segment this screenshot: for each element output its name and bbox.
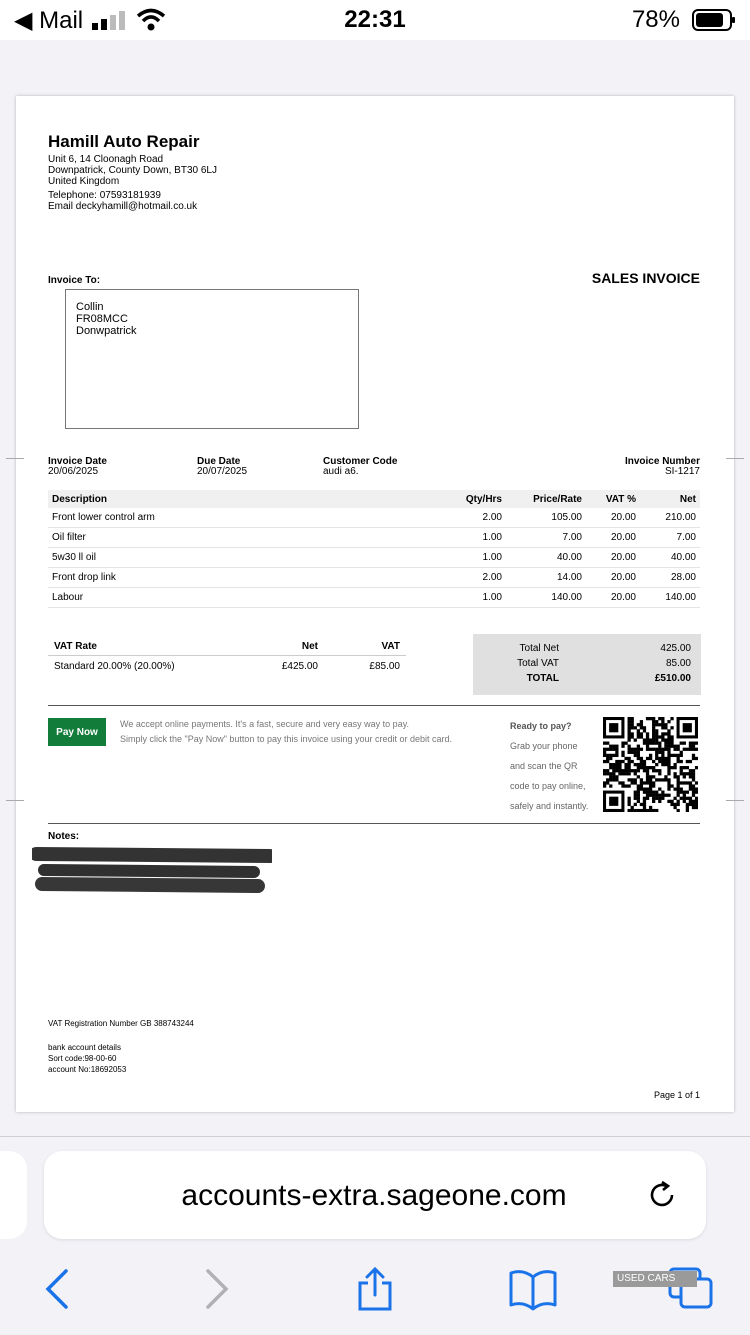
company-telephone: Telephone: 07593181939 bbox=[48, 190, 161, 201]
fold-mark bbox=[726, 458, 744, 459]
clock: 22:31 bbox=[344, 6, 406, 33]
table-row bbox=[48, 568, 700, 588]
browser-toolbar bbox=[0, 1136, 750, 1335]
payment-text-line: Simply click the "Pay Now" button to pay this invoice using your credit or debit card. bbox=[120, 734, 453, 744]
item-vat: 20.00 bbox=[586, 588, 640, 608]
total-vat-label: Total VAT bbox=[517, 658, 559, 669]
ready-line: and scan the QR bbox=[510, 761, 578, 771]
due-date-label: Due Date bbox=[197, 456, 241, 467]
table-row bbox=[48, 588, 700, 608]
back-to-mail[interactable]: ◀ Mail bbox=[14, 7, 84, 34]
previous-tab[interactable] bbox=[0, 1151, 27, 1239]
column-header: Qty/Hrs bbox=[428, 490, 506, 508]
table-row bbox=[48, 656, 406, 677]
line-items-table bbox=[48, 490, 700, 608]
watermark: USED CARS bbox=[613, 1271, 697, 1287]
item-net: 7.00 bbox=[640, 528, 700, 548]
vat-amount: £85.00 bbox=[369, 660, 400, 672]
table-row bbox=[48, 528, 700, 548]
column-header: Net bbox=[232, 637, 324, 656]
item-description: Front drop link bbox=[48, 568, 428, 588]
bank-details-line: account No:18692053 bbox=[48, 1065, 127, 1074]
battery-percent: 78% bbox=[631, 6, 680, 33]
address-bar[interactable] bbox=[44, 1151, 706, 1239]
bookmarks-icon[interactable] bbox=[508, 1267, 558, 1311]
page-number: Page 1 of 1 bbox=[653, 1090, 700, 1100]
document-title: SALES INVOICE bbox=[591, 270, 700, 286]
column-header: Price/Rate bbox=[506, 490, 586, 508]
ready-to-pay: Ready to pay? bbox=[510, 721, 572, 731]
item-description: Oil filter bbox=[48, 528, 428, 548]
column-header: VAT Rate bbox=[48, 637, 232, 656]
company-address-line: Downpatrick, County Down, BT30 6LJ bbox=[48, 165, 217, 176]
bank-details-line: Sort code:98-00-60 bbox=[48, 1054, 117, 1063]
company-email: Email deckyhamill@hotmail.co.uk bbox=[48, 201, 198, 212]
battery-icon bbox=[692, 9, 736, 31]
total-vat: 85.00 bbox=[665, 658, 691, 669]
customer-code: audi a6. bbox=[323, 466, 359, 477]
company-address-line: Unit 6, 14 Cloonagh Road bbox=[48, 154, 164, 165]
ready-line: Grab your phone bbox=[510, 741, 578, 751]
document-viewer[interactable] bbox=[0, 40, 750, 1136]
invoice-number: SI-1217 bbox=[664, 466, 700, 477]
ready-line: code to pay online, bbox=[510, 781, 586, 791]
item-price: 7.00 bbox=[506, 528, 586, 548]
customer-code-label: Customer Code bbox=[323, 456, 398, 467]
invoice-date-label: Invoice Date bbox=[48, 456, 107, 467]
item-vat: 20.00 bbox=[586, 528, 640, 548]
fold-mark bbox=[726, 800, 744, 801]
share-icon[interactable] bbox=[355, 1267, 395, 1311]
back-icon[interactable] bbox=[38, 1267, 78, 1311]
item-price: 105.00 bbox=[506, 508, 586, 528]
invoice-date: 20/06/2025 bbox=[48, 466, 99, 477]
item-price: 14.00 bbox=[506, 568, 586, 588]
item-qty: 1.00 bbox=[428, 588, 506, 608]
column-header: VAT bbox=[324, 637, 406, 656]
table-row bbox=[48, 548, 700, 568]
invoice-to-label: Invoice To: bbox=[48, 275, 101, 286]
item-price: 40.00 bbox=[506, 548, 586, 568]
total-label: TOTAL bbox=[526, 673, 559, 684]
item-net: 140.00 bbox=[640, 588, 700, 608]
fold-mark bbox=[6, 800, 24, 801]
ready-line: safely and instantly. bbox=[510, 801, 589, 811]
divider bbox=[48, 823, 700, 824]
redacted-notes bbox=[32, 844, 272, 900]
bank-details-line: bank account details bbox=[48, 1043, 121, 1052]
invoice-page bbox=[16, 96, 734, 1112]
pay-now-button[interactable]: Pay Now bbox=[48, 718, 106, 746]
column-header: VAT % bbox=[586, 490, 640, 508]
item-qty: 1.00 bbox=[428, 528, 506, 548]
item-vat: 20.00 bbox=[586, 508, 640, 528]
item-description: 5w30 ll oil bbox=[48, 548, 428, 568]
item-qty: 2.00 bbox=[428, 568, 506, 588]
total-amount: £510.00 bbox=[654, 673, 691, 684]
item-vat: 20.00 bbox=[586, 568, 640, 588]
total-net-label: Total Net bbox=[519, 643, 559, 654]
item-vat: 20.00 bbox=[586, 548, 640, 568]
invoice-number-label: Invoice Number bbox=[624, 456, 700, 467]
item-qty: 1.00 bbox=[428, 548, 506, 568]
divider bbox=[48, 705, 700, 706]
table-row bbox=[48, 508, 700, 528]
qr-code-icon[interactable] bbox=[603, 717, 698, 812]
payment-text-line: We accept online payments. It's a fast, secure and very easy way to pay. bbox=[120, 719, 410, 729]
vat-registration: VAT Registration Number GB 388743244 bbox=[48, 1019, 194, 1028]
invoice-to-line: Collin bbox=[76, 301, 104, 313]
notes-label: Notes: bbox=[48, 831, 80, 842]
fold-mark bbox=[6, 458, 24, 459]
invoice-to-line: FR08MCC bbox=[76, 313, 128, 325]
column-header: Net bbox=[640, 490, 700, 508]
due-date: 20/07/2025 bbox=[197, 466, 248, 477]
item-qty: 2.00 bbox=[428, 508, 506, 528]
reload-icon[interactable] bbox=[644, 1177, 680, 1213]
forward-icon bbox=[196, 1267, 236, 1311]
item-description: Front lower control arm bbox=[48, 508, 428, 528]
company-address-line: United Kingdom bbox=[48, 176, 120, 187]
column-header: Description bbox=[48, 490, 428, 508]
item-net: 40.00 bbox=[640, 548, 700, 568]
total-net: 425.00 bbox=[660, 643, 691, 654]
status-bar bbox=[0, 0, 750, 40]
item-net: 210.00 bbox=[640, 508, 700, 528]
vat-summary-table bbox=[48, 637, 406, 676]
vat-net: £425.00 bbox=[281, 660, 318, 672]
invoice-to-box bbox=[65, 289, 359, 429]
company-name: Hamill Auto Repair bbox=[48, 132, 200, 151]
invoice-to-line: Donwpatrick bbox=[76, 325, 137, 337]
item-price: 140.00 bbox=[506, 588, 586, 608]
item-net: 28.00 bbox=[640, 568, 700, 588]
item-description: Labour bbox=[48, 588, 428, 608]
url-text: accounts-extra.sageone.com bbox=[181, 1179, 567, 1212]
vat-rate: Standard 20.00% (20.00%) bbox=[54, 660, 175, 672]
totals-box bbox=[473, 634, 701, 695]
